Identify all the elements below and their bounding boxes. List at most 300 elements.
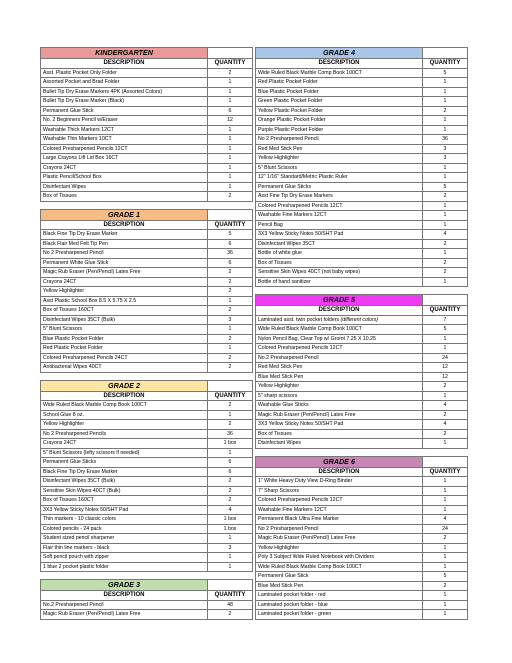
item-quantity: 3: [423, 144, 468, 154]
item-description: Asst. Plastic Pocket Only Folder: [41, 68, 208, 78]
section-gap: [40, 202, 253, 209]
item-description: Wide Ruled Black Marble Comp Book 100CT: [256, 325, 423, 335]
item-description: Blue Plastic Pocket Folder: [41, 334, 208, 344]
grade-table: [255, 294, 468, 449]
item-description: Bottle of white glue: [256, 249, 423, 259]
quantity-header: QUANTITY: [208, 591, 253, 601]
item-description: 3X3 Yellow Sticky Notes 50/SHT Pad: [256, 230, 423, 240]
grade-title: KINDERGARTEN: [41, 48, 208, 59]
table-row: [256, 182, 468, 192]
grade-title-spacer: [423, 456, 468, 467]
table-row: [41, 173, 253, 183]
quantity-header: QUANTITY: [208, 220, 253, 230]
item-quantity: 2: [423, 410, 468, 420]
table-row: [41, 610, 253, 620]
table-row: [41, 458, 253, 468]
table-row: [256, 220, 468, 230]
table-row: [41, 344, 253, 354]
table-row: [256, 562, 468, 572]
quantity-header: QUANTITY: [423, 306, 468, 316]
table-header: [41, 59, 253, 69]
item-description: Colored Presharpened Pencils 12CT: [256, 344, 423, 354]
item-quantity: 2: [208, 401, 253, 411]
item-quantity: 2: [423, 534, 468, 544]
table-row: [256, 97, 468, 107]
item-quantity: 1: [423, 116, 468, 126]
item-quantity: 1: [208, 97, 253, 107]
item-description: Red Med Stick Pen: [256, 363, 423, 373]
table-row: [41, 524, 253, 534]
table-header: [256, 467, 468, 477]
item-description: Laminated asst. twin pocket folders (different colors): [256, 315, 423, 325]
item-description: Yellow Highlighter: [256, 154, 423, 164]
item-description: Black Fine Tip Dry Erase Marker: [41, 467, 208, 477]
table-row: [256, 173, 468, 183]
item-quantity: 1: [423, 334, 468, 344]
item-description: Permanent Glue Sticks: [256, 182, 423, 192]
right-column: [255, 47, 468, 620]
table-row: [41, 182, 253, 192]
table-row: [256, 230, 468, 240]
item-quantity: 2: [208, 68, 253, 78]
item-quantity: 1 box: [208, 515, 253, 525]
table-row: [256, 439, 468, 449]
table-row: [41, 78, 253, 88]
item-description: Crayons 24CT: [41, 439, 208, 449]
grade-title-spacer: [208, 380, 253, 391]
table-row: [41, 477, 253, 487]
item-description: 3X3 Yellow Sticky Notes 50/SHT Pad: [41, 505, 208, 515]
item-quantity: 12: [423, 363, 468, 373]
table-row: [41, 125, 253, 135]
table-row: [41, 553, 253, 563]
item-quantity: 6: [208, 239, 253, 249]
table-row: [256, 239, 468, 249]
table-row: [41, 410, 253, 420]
item-description: 3X3 Yellow Sticky Notes 50/SHT Pad: [256, 420, 423, 430]
table-row: [256, 534, 468, 544]
table-row: [41, 106, 253, 116]
item-quantity: 2: [423, 192, 468, 202]
table-row: [41, 448, 253, 458]
item-description: Wide Ruled Black Marble Comp Book 100CT: [256, 562, 423, 572]
item-quantity: 36: [208, 249, 253, 259]
left-column: [40, 47, 253, 620]
table-header: [41, 391, 253, 401]
table-row: [41, 239, 253, 249]
item-quantity: 1: [208, 78, 253, 88]
item-quantity: 2: [208, 477, 253, 487]
table-row: [256, 543, 468, 553]
section-gap: [40, 373, 253, 380]
item-description: Box of Tissues 160CT: [41, 306, 208, 316]
grade-title-spacer: [423, 48, 468, 59]
item-description: Yellow Highlighter: [256, 543, 423, 553]
item-description: Wide Ruled Black Marble Comp Book 100CT: [256, 68, 423, 78]
item-quantity: 2: [423, 581, 468, 591]
grade-table: [40, 47, 253, 202]
item-description: Disinfectant Wipes 35CT: [256, 239, 423, 249]
item-quantity: 2: [208, 306, 253, 316]
table-row: [256, 420, 468, 430]
table-row: [256, 505, 468, 515]
table-row: [256, 192, 468, 202]
note-text: (different colors): [340, 316, 378, 323]
item-description: Blue Med Stick Pen: [256, 372, 423, 382]
section-gap: [255, 449, 468, 456]
item-quantity: 36: [208, 429, 253, 439]
item-description: Poly 3 Subject Wide Ruled Notebook with Dividers: [256, 553, 423, 563]
item-quantity: 1: [423, 97, 468, 107]
item-quantity: 5: [423, 182, 468, 192]
table-row: [41, 325, 253, 335]
item-quantity: 6: [208, 458, 253, 468]
table-row: [256, 477, 468, 487]
item-quantity: 1: [423, 220, 468, 230]
table-row: [256, 344, 468, 354]
item-description: Yellow Highlighter: [41, 420, 208, 430]
item-quantity: 1: [208, 296, 253, 306]
table-row: [41, 439, 253, 449]
grade-title: GRADE 3: [41, 580, 208, 591]
item-description: Washable Thin Markers 10CT: [41, 135, 208, 145]
item-quantity: 1: [423, 439, 468, 449]
table-row: [256, 600, 468, 610]
table-row: [256, 496, 468, 506]
table-row: [256, 410, 468, 420]
grade-title: GRADE 2: [41, 380, 208, 391]
item-description: 1 blue 2 pocket plastic folder: [41, 562, 208, 572]
item-quantity: 1: [423, 125, 468, 135]
item-description: Colored Presharpened Pencils 24CT: [41, 353, 208, 363]
table-row: [41, 467, 253, 477]
table-row: [256, 524, 468, 534]
item-description: Permanent Glue Stick: [256, 572, 423, 582]
item-quantity: 1: [423, 173, 468, 183]
item-description: Crayons 24CT: [41, 163, 208, 173]
item-description: Box of Tissues 160CT: [41, 496, 208, 506]
item-description: Nylon Pencil Bag, Clear Top w/ Gromt 7.25 X 10.25: [256, 334, 423, 344]
item-quantity: 1: [423, 553, 468, 563]
item-quantity: 2: [208, 363, 253, 373]
item-description: Washable Fine Markers 12CT: [256, 211, 423, 221]
item-description: Antibacterial Wipes 40CT: [41, 363, 208, 373]
grade-table: [40, 209, 253, 373]
item-description: 12" 1/16" Standard/Metric Plastic Ruler: [256, 173, 423, 183]
item-quantity: 6: [208, 467, 253, 477]
item-description: Yellow Plastic Pocket Folder: [256, 106, 423, 116]
table-row: [41, 353, 253, 363]
table-row: [41, 562, 253, 572]
table-row: [41, 97, 253, 107]
item-quantity: 4: [423, 420, 468, 430]
item-quantity: 1: [423, 249, 468, 259]
item-quantity: 2: [208, 277, 253, 287]
item-description: Colored pencils - 24 pack: [41, 524, 208, 534]
quantity-header: QUANTITY: [423, 59, 468, 69]
item-description: Disinfectant Wipes: [256, 439, 423, 449]
grade-title: GRADE 1: [41, 209, 208, 220]
table-row: [256, 201, 468, 211]
item-quantity: 1: [423, 344, 468, 354]
table-row: [256, 163, 468, 173]
item-description: Disinfectant Wipes: [41, 182, 208, 192]
item-description: Red Plastic Pocket Folder: [41, 344, 208, 354]
item-description: Box of Tissues: [256, 429, 423, 439]
table-row: [256, 334, 468, 344]
table-row: [41, 296, 253, 306]
item-description: Permanent Glue Sticks: [41, 458, 208, 468]
item-description: No 2 Presharpened Pencils: [41, 429, 208, 439]
item-description: 7" Sharp Scissors: [256, 486, 423, 496]
grade-title-spacer: [208, 580, 253, 591]
item-description: Yellow Highlighter: [41, 287, 208, 297]
item-description: Student sized pencil sharpener: [41, 534, 208, 544]
item-description: No. 2 Beginners Pencil w/Eraser: [41, 116, 208, 126]
item-description: Pencil Bag: [256, 220, 423, 230]
item-quantity: 2: [423, 258, 468, 268]
grade-title-spacer: [208, 48, 253, 59]
item-quantity: 1 box: [208, 439, 253, 449]
item-description: Washable Glue Sticks: [256, 401, 423, 411]
item-description: Large Crayons Lift Lid Box 16CT: [41, 154, 208, 164]
item-description: No.2 Presharpened Pencil: [41, 600, 208, 610]
grade-title: GRADE 5: [256, 295, 423, 306]
item-quantity: 1: [423, 610, 468, 620]
item-quantity: 2: [208, 353, 253, 363]
item-quantity: 1: [423, 600, 468, 610]
item-description: Magic Rub Eraser (Pen/Pencil) Latex Free: [41, 610, 208, 620]
item-quantity: 4: [423, 401, 468, 411]
item-description: No 2 Presharpened Pencil: [41, 249, 208, 259]
table-row: [256, 144, 468, 154]
table-header: [41, 220, 253, 230]
item-description: Washable Fine Markers 12CT: [256, 505, 423, 515]
item-quantity: 1: [208, 154, 253, 164]
item-description: Washable Thick Markers 12CT: [41, 125, 208, 135]
item-quantity: 24: [423, 353, 468, 363]
item-quantity: 3: [423, 154, 468, 164]
table-header: [41, 591, 253, 601]
table-row: [41, 87, 253, 97]
item-quantity: 4: [208, 505, 253, 515]
table-row: [256, 363, 468, 373]
item-description: Colored Presharpened Pencils 12CT: [256, 496, 423, 506]
item-description: School Glue 8 oz.: [41, 410, 208, 420]
table-row: [41, 505, 253, 515]
table-header: [256, 59, 468, 69]
table-row: [256, 391, 468, 401]
item-description: Purple Plastic Pocket Folder: [256, 125, 423, 135]
table-row: [41, 334, 253, 344]
item-quantity: 2: [208, 496, 253, 506]
item-quantity: 2: [423, 429, 468, 439]
table-row: [41, 144, 253, 154]
quantity-header: QUANTITY: [208, 59, 253, 69]
item-quantity: 1: [423, 562, 468, 572]
table-row: [41, 68, 253, 78]
item-description: Box of Tissues: [256, 258, 423, 268]
item-quantity: 2: [208, 610, 253, 620]
item-description: 5" Blunt Scissors (lefty scissors if needed): [41, 448, 208, 458]
item-quantity: 2: [208, 420, 253, 430]
item-quantity: 1: [423, 486, 468, 496]
item-quantity: 2: [423, 268, 468, 278]
table-header: [256, 306, 468, 316]
item-quantity: 1: [423, 496, 468, 506]
item-description: No 2 Presharpened Pencil: [256, 135, 423, 145]
item-quantity: 1: [423, 201, 468, 211]
description-header: DESCRIPTION: [41, 591, 208, 601]
table-row: [41, 116, 253, 126]
table-row: [41, 135, 253, 145]
item-description: Magic Rub Eraser (Pen/Pencil) Latex Free: [256, 410, 423, 420]
item-quantity: 1: [208, 135, 253, 145]
item-quantity: 1: [208, 344, 253, 354]
table-row: [41, 600, 253, 610]
description-header: DESCRIPTION: [256, 467, 423, 477]
item-quantity: 1: [423, 211, 468, 221]
item-quantity: 1: [208, 448, 253, 458]
item-description: Magic Rub Eraser (Pen/Pencil) Latex Free: [41, 268, 208, 278]
table-row: [256, 154, 468, 164]
table-row: [256, 277, 468, 287]
item-description: 5" Blunt Scissors: [256, 163, 423, 173]
table-row: [41, 249, 253, 259]
table-row: [256, 353, 468, 363]
table-row: [256, 249, 468, 259]
item-quantity: 2: [208, 334, 253, 344]
table-row: [256, 268, 468, 278]
table-row: [41, 268, 253, 278]
item-quantity: 36: [423, 135, 468, 145]
item-quantity: 7: [423, 315, 468, 325]
table-row: [41, 401, 253, 411]
item-description: Bullet Tip Dry Erase Markers 4PK (Assorted Colors): [41, 87, 208, 97]
item-quantity: 12: [423, 372, 468, 382]
item-quantity: 6: [208, 258, 253, 268]
description-header: DESCRIPTION: [41, 59, 208, 69]
table-row: [41, 258, 253, 268]
item-quantity: 1: [423, 477, 468, 487]
table-row: [256, 572, 468, 582]
item-quantity: 1: [208, 163, 253, 173]
table-row: [256, 429, 468, 439]
description-header: DESCRIPTION: [41, 220, 208, 230]
item-description: Green Plastic Pocket Folder: [256, 97, 423, 107]
table-row: [41, 420, 253, 430]
table-row: [41, 154, 253, 164]
item-quantity: 4: [423, 515, 468, 525]
quantity-header: QUANTITY: [208, 391, 253, 401]
item-description: Black Fine Tip Dry Erase Marker: [41, 230, 208, 240]
item-quantity: 1: [423, 78, 468, 88]
item-description: Disinfectant Wipes 35CT (Bulk): [41, 315, 208, 325]
item-description: Red Plastic Pocket Folder: [256, 78, 423, 88]
grade-title: GRADE 6: [256, 456, 423, 467]
item-quantity: 5: [423, 325, 468, 335]
item-description: Box of Tissues: [41, 192, 208, 202]
item-description: Asst Fine Tip Dry Erase Markers: [256, 192, 423, 202]
item-quantity: 1 box: [208, 524, 253, 534]
item-quantity: 2: [423, 106, 468, 116]
item-quantity: 1: [423, 505, 468, 515]
description-header: DESCRIPTION: [256, 306, 423, 316]
item-description: 5" sharp scissors: [256, 391, 423, 401]
table-row: [41, 277, 253, 287]
item-description: Wide Ruled Black Marble Comp Book 100CT: [41, 401, 208, 411]
item-quantity: 2: [423, 239, 468, 249]
item-quantity: 3: [208, 543, 253, 553]
table-row: [256, 372, 468, 382]
item-description: Laminated pocket folder - green: [256, 610, 423, 620]
item-description: Plastic Pencil/School Box: [41, 173, 208, 183]
table-row: [256, 258, 468, 268]
item-description: Bottle of hand sanitizer: [256, 277, 423, 287]
item-description: Blue Med Stick Pen: [256, 581, 423, 591]
item-quantity: 2: [208, 486, 253, 496]
table-row: [256, 325, 468, 335]
item-quantity: 5: [423, 572, 468, 582]
item-quantity: 1: [208, 125, 253, 135]
item-description: Asst Plastic School Box 8.5 X 5.75 X 2.5: [41, 296, 208, 306]
grade-table: [255, 47, 468, 287]
item-quantity: 12: [208, 116, 253, 126]
item-quantity: 2: [208, 192, 253, 202]
item-quantity: 2: [208, 287, 253, 297]
item-quantity: 3: [208, 315, 253, 325]
item-description: Sensitive Skin Wipes 40CT (Bulk): [41, 486, 208, 496]
table-row: [256, 401, 468, 411]
description-header: DESCRIPTION: [41, 391, 208, 401]
item-description: Orange Plastic Pocket Folder: [256, 116, 423, 126]
item-quantity: 2: [423, 382, 468, 392]
item-description: Permanent Glue Stick: [41, 106, 208, 116]
item-description: Sensitive Skin Wipes 40CT (not baby wipes): [256, 268, 423, 278]
item-description: Crayons 24CT: [41, 277, 208, 287]
item-quantity: 2: [208, 268, 253, 278]
item-quantity: 1: [208, 325, 253, 335]
item-quantity: 1: [208, 182, 253, 192]
item-quantity: 1: [208, 87, 253, 97]
item-description: Bullet Tip Dry Erase Marker (Black): [41, 97, 208, 107]
item-description: Flair thin line markers - black: [41, 543, 208, 553]
description-header: DESCRIPTION: [256, 59, 423, 69]
table-row: [256, 211, 468, 221]
item-quantity: 6: [208, 106, 253, 116]
table-row: [41, 287, 253, 297]
item-quantity: 1: [423, 277, 468, 287]
item-description: 5" Blunt Scissors: [41, 325, 208, 335]
table-row: [41, 496, 253, 506]
table-row: [256, 68, 468, 78]
table-row: [256, 610, 468, 620]
table-row: [41, 534, 253, 544]
table-row: [256, 382, 468, 392]
item-description: Soft pencil pouch with zipper: [41, 553, 208, 563]
item-quantity: 1: [208, 410, 253, 420]
item-description: Permanent White Glue Stick: [41, 258, 208, 268]
grade-table: [40, 579, 253, 620]
table-row: [41, 163, 253, 173]
table-row: [256, 315, 468, 325]
table-row: [256, 591, 468, 601]
item-quantity: 1: [423, 163, 468, 173]
item-description: No 2 Presharpened Pencil: [256, 524, 423, 534]
table-row: [256, 135, 468, 145]
item-description: Laminated pocket folder - blue: [256, 600, 423, 610]
item-quantity: 1: [423, 87, 468, 97]
